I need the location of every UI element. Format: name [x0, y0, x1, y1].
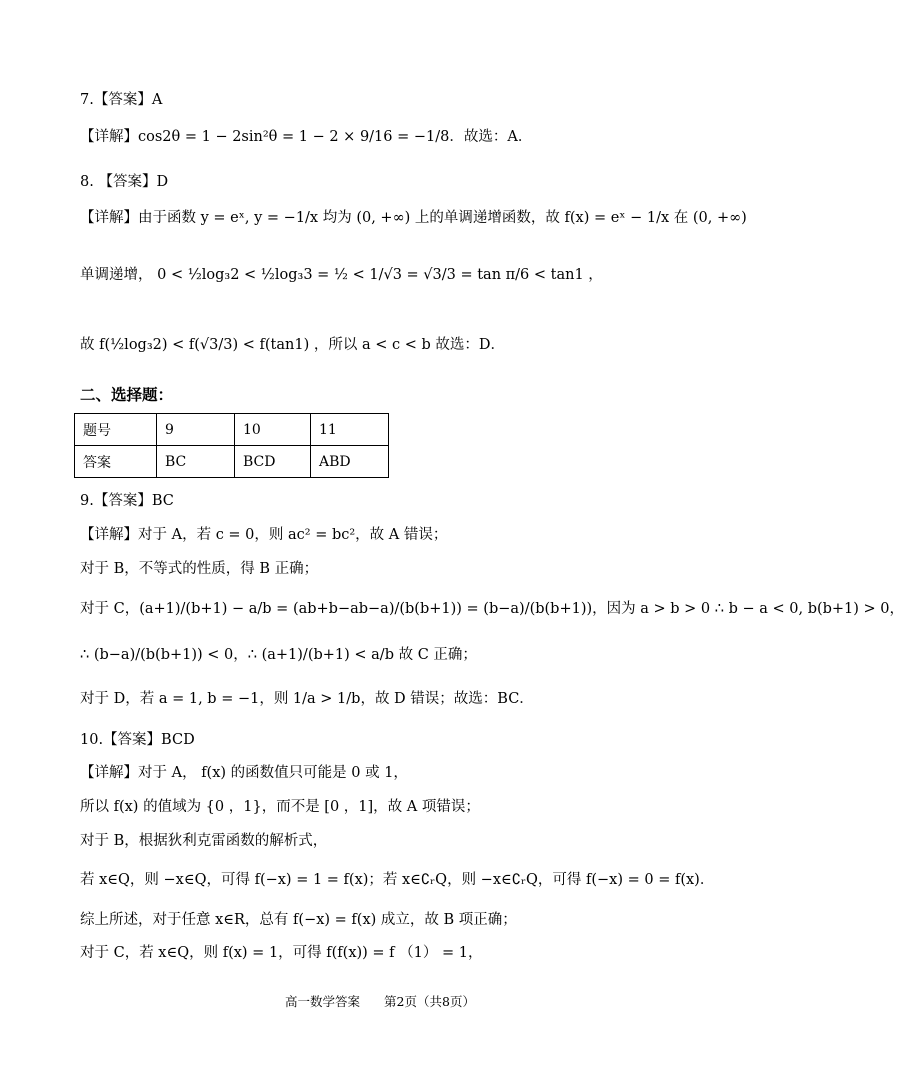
- table-row: [75, 446, 389, 478]
- answer-9-detail-c: 对于 C，(a+1)/(b+1) − a/b = (ab+b−ab−a)/(b(b+1)) = (b−a)/(b(b+1))，因为 a > b > 0 ∴ b − a < 0, b(b+1) > 0，: [80, 601, 904, 617]
- footer-title: 高一数学答案: [285, 994, 361, 1009]
- answer-10-detail-a2: 所以 f(x) 的值域为 {0 ，1}，而不是 [0 ，1]，故 A 项错误；: [80, 799, 480, 815]
- footer-page-number: 第2页（共8页）: [384, 994, 475, 1009]
- answer-10-detail-b3: 综上所述，对于任意 x∈R，总有 f(−x) = f(x) 成立，故 B 项正确；: [80, 912, 517, 928]
- answer-9-detail-d: 对于 D，若 a = 1, b = −1，则 1/a > 1/b，故 D 错误；故选：BC．: [80, 691, 534, 707]
- answer-10-detail-c: 对于 C，若 x∈Q，则 f(x) = 1，可得 f(f(x)) = f （1） = 1，: [80, 945, 483, 961]
- table-cell: ABD: [311, 446, 389, 478]
- answer-8-detail-line1: 【详解】由于函数 y = eˣ, y = −1/x 均为 (0, +∞) 上的单调递增函数，故 f(x) = eˣ − 1/x 在 (0, +∞): [80, 210, 747, 226]
- answer-7-detail: 【详解】cos2θ = 1 − 2sin²θ = 1 − 2 × 9/16 = −1/8．故选：A．: [80, 129, 533, 145]
- table-cell: BCD: [235, 446, 311, 478]
- page-footer: [0, 992, 760, 1010]
- answer-10-detail-b: 对于 B，根据狄利克雷函数的解析式，: [80, 833, 328, 849]
- table-cell: 9: [157, 414, 235, 446]
- answer-9-heading: 9.【答案】BC: [80, 493, 174, 509]
- answer-table: [74, 413, 389, 478]
- table-row: [75, 414, 389, 446]
- answer-10-heading: 10.【答案】BCD: [80, 732, 195, 748]
- section-heading: 二、选择题：: [80, 385, 174, 404]
- table-cell: 题号: [75, 414, 157, 446]
- answer-9-detail-a: 【详解】对于 A，若 c = 0，则 ac² = bc²，故 A 错误；: [80, 527, 448, 543]
- answer-9-detail-b: 对于 B，不等式的性质，得 B 正确；: [80, 561, 319, 577]
- answer-8-detail-line2: 单调递增， 0 < ½log₃2 < ½log₃3 = ½ < 1/√3 = √3/3 = tan π/6 < tan1 ，: [80, 267, 603, 283]
- table-cell: 10: [235, 414, 311, 446]
- table-cell: BC: [157, 446, 235, 478]
- table-cell: 11: [311, 414, 389, 446]
- answer-7-heading: 7.【答案】A: [80, 92, 163, 108]
- answer-10-detail-a: 【详解】对于 A， f(x) 的函数值只可能是 0 或 1，: [80, 765, 408, 781]
- answer-9-detail-c2: ∴ (b−a)/(b(b+1)) < 0，∴ (a+1)/(b+1) < a/b 故 C 正确；: [80, 647, 477, 663]
- answer-8-heading: 8. 【答案】D: [80, 174, 169, 190]
- table-cell: 答案: [75, 446, 157, 478]
- answer-10-detail-b2: 若 x∈Q，则 −x∈Q，可得 f(−x) = 1 = f(x)；若 x∈∁ᵣQ，则 −x∈∁ᵣQ，可得 f(−x) = 0 = f(x)．: [80, 872, 715, 888]
- answer-8-detail-line3: 故 f(½log₃2) < f(√3/3) < f(tan1) ，所以 a < c < b 故选：D．: [80, 337, 505, 353]
